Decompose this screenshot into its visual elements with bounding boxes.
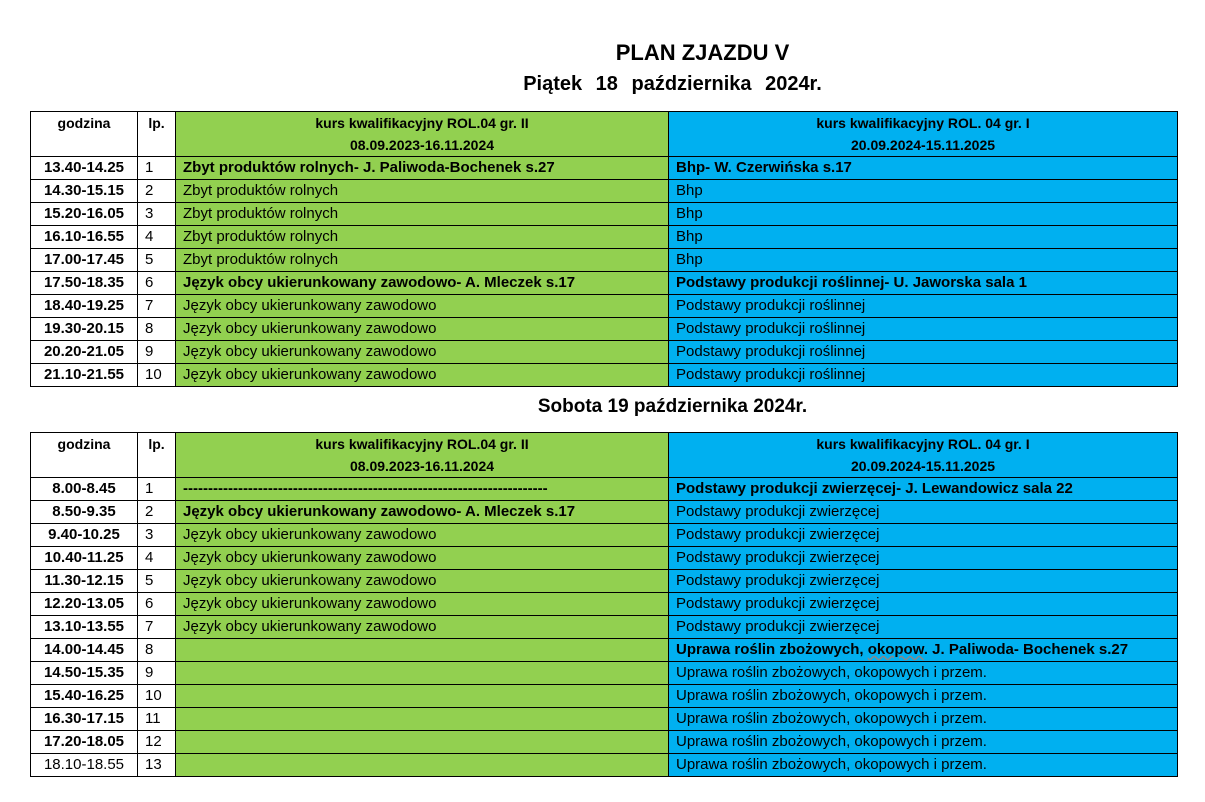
table-row bbox=[31, 226, 1178, 249]
row-group-b: Uprawa roślin zbożowych, okopowych i przem. bbox=[669, 708, 1178, 731]
table-row bbox=[31, 157, 1178, 180]
row-group-b: Bhp bbox=[669, 203, 1178, 226]
row-lp: 7 bbox=[138, 616, 176, 639]
row-time: 15.20-16.05 bbox=[31, 203, 138, 226]
header-time: godzina bbox=[31, 112, 138, 157]
row-group-b: Podstawy produkcji zwierzęcej- J. Lewandowicz sala 22 bbox=[669, 478, 1178, 501]
table-header-row bbox=[31, 112, 1178, 157]
row-lp: 13 bbox=[138, 754, 176, 777]
row-group-a: Język obcy ukierunkowany zawodowo bbox=[176, 524, 669, 547]
header-group-a bbox=[176, 433, 669, 478]
row-lp: 1 bbox=[138, 478, 176, 501]
row-time: 21.10-21.55 bbox=[31, 364, 138, 387]
row-time: 17.00-17.45 bbox=[31, 249, 138, 272]
row-group-b: Podstawy produkcji zwierzęcej bbox=[669, 524, 1178, 547]
row-group-a: Język obcy ukierunkowany zawodowo bbox=[176, 616, 669, 639]
row-lp: 9 bbox=[138, 341, 176, 364]
table-row bbox=[31, 754, 1178, 777]
table-row bbox=[31, 501, 1178, 524]
row-lp: 9 bbox=[138, 662, 176, 685]
row-lp: 1 bbox=[138, 157, 176, 180]
row-group-b: Podstawy produkcji roślinnej bbox=[669, 341, 1178, 364]
header-group-b-dates: 20.09.2024-15.11.2025 bbox=[850, 137, 996, 153]
row-time: 20.20-21.05 bbox=[31, 341, 138, 364]
table-row bbox=[31, 524, 1178, 547]
row-time: 18.10-18.55 bbox=[31, 754, 138, 777]
row-group-a bbox=[176, 731, 669, 754]
table-row bbox=[31, 708, 1178, 731]
row-lp: 7 bbox=[138, 295, 176, 318]
row-group-a bbox=[176, 662, 669, 685]
row-group-b: Podstawy produkcji zwierzęcej bbox=[669, 547, 1178, 570]
row-time: 8.00-8.45 bbox=[31, 478, 138, 501]
row-time: 11.30-12.15 bbox=[31, 570, 138, 593]
row-lp: 2 bbox=[138, 501, 176, 524]
table-row bbox=[31, 249, 1178, 272]
row-lp: 6 bbox=[138, 593, 176, 616]
row-group-b: Bhp bbox=[669, 226, 1178, 249]
row-time: 14.00-14.45 bbox=[31, 639, 138, 662]
table-row bbox=[31, 272, 1178, 295]
row-group-a: Język obcy ukierunkowany zawodowo- A. Mleczek s.17 bbox=[176, 501, 669, 524]
row-group-b-text: . J. Paliwoda- Bochenek s.27 bbox=[923, 641, 1129, 658]
header-group-a bbox=[176, 112, 669, 157]
row-group-b: Podstawy produkcji zwierzęcej bbox=[669, 616, 1178, 639]
table-row bbox=[31, 616, 1178, 639]
row-time: 15.40-16.25 bbox=[31, 685, 138, 708]
table-row bbox=[31, 731, 1178, 754]
day2-heading: Sobota 19 października 2024r. bbox=[537, 396, 808, 417]
table-row bbox=[31, 662, 1178, 685]
table-row bbox=[31, 203, 1178, 226]
header-group-a-dates: 08.09.2023-16.11.2024 bbox=[349, 458, 495, 474]
row-lp: 2 bbox=[138, 180, 176, 203]
page-title: PLAN ZJAZDU V bbox=[615, 40, 790, 65]
row-time: 16.30-17.15 bbox=[31, 708, 138, 731]
row-group-b: Uprawa roślin zbożowych, okopowych i przem. bbox=[669, 754, 1178, 777]
row-time: 17.20-18.05 bbox=[31, 731, 138, 754]
row-group-a bbox=[176, 708, 669, 731]
schedule-table-friday bbox=[30, 111, 1178, 387]
row-lp: 4 bbox=[138, 547, 176, 570]
row-lp: 3 bbox=[138, 203, 176, 226]
table-header-row bbox=[31, 433, 1178, 478]
row-group-b: Uprawa roślin zbożowych, okopowych i przem. bbox=[669, 685, 1178, 708]
row-group-a: Zbyt produktów rolnych bbox=[176, 203, 669, 226]
row-group-b: Podstawy produkcji roślinnej bbox=[669, 295, 1178, 318]
header-group-b-title: kurs kwalifikacyjny ROL. 04 gr. I bbox=[816, 115, 1030, 131]
header-group-b bbox=[669, 112, 1178, 157]
row-group-a: Język obcy ukierunkowany zawodowo bbox=[176, 547, 669, 570]
table-row bbox=[31, 341, 1178, 364]
row-time: 13.40-14.25 bbox=[31, 157, 138, 180]
row-group-a bbox=[176, 685, 669, 708]
row-group-b bbox=[669, 639, 1178, 662]
row-group-b: Podstawy produkcji roślinnej bbox=[669, 318, 1178, 341]
row-time: 12.20-13.05 bbox=[31, 593, 138, 616]
row-lp: 4 bbox=[138, 226, 176, 249]
row-time: 16.10-16.55 bbox=[31, 226, 138, 249]
header-group-a-dates: 08.09.2023-16.11.2024 bbox=[349, 137, 495, 153]
table-row bbox=[31, 295, 1178, 318]
header-group-b bbox=[669, 433, 1178, 478]
row-time: 14.30-15.15 bbox=[31, 180, 138, 203]
table-row bbox=[31, 685, 1178, 708]
row-time: 19.30-20.15 bbox=[31, 318, 138, 341]
row-lp: 10 bbox=[138, 364, 176, 387]
row-group-b: Podstawy produkcji zwierzęcej bbox=[669, 570, 1178, 593]
header-lp: lp. bbox=[138, 112, 176, 157]
row-group-a: Język obcy ukierunkowany zawodowo bbox=[176, 570, 669, 593]
row-lp: 8 bbox=[138, 318, 176, 341]
header-time: godzina bbox=[31, 433, 138, 478]
row-group-a: Zbyt produktów rolnych bbox=[176, 249, 669, 272]
row-time: 10.40-11.25 bbox=[31, 547, 138, 570]
row-group-b-text-misspelled: okopow bbox=[867, 641, 924, 658]
table-row bbox=[31, 570, 1178, 593]
row-lp: 8 bbox=[138, 639, 176, 662]
table-row bbox=[31, 639, 1178, 662]
row-lp: 11 bbox=[138, 708, 176, 731]
row-lp: 3 bbox=[138, 524, 176, 547]
header-group-a-title: kurs kwalifikacyjny ROL.04 gr. II bbox=[315, 115, 529, 131]
table-row bbox=[31, 318, 1178, 341]
row-group-b: Podstawy produkcji zwierzęcej bbox=[669, 501, 1178, 524]
row-group-b: Bhp bbox=[669, 249, 1178, 272]
row-lp: 12 bbox=[138, 731, 176, 754]
row-group-a bbox=[176, 639, 669, 662]
row-group-a: Język obcy ukierunkowany zawodowo bbox=[176, 364, 669, 387]
row-group-a: Język obcy ukierunkowany zawodowo- A. Mleczek s.17 bbox=[176, 272, 669, 295]
table-row bbox=[31, 547, 1178, 570]
table-row bbox=[31, 364, 1178, 387]
header-group-b-dates: 20.09.2024-15.11.2025 bbox=[850, 458, 996, 474]
row-time: 13.10-13.55 bbox=[31, 616, 138, 639]
row-group-a: Zbyt produktów rolnych- J. Paliwoda-Bochenek s.27 bbox=[176, 157, 669, 180]
row-lp: 6 bbox=[138, 272, 176, 295]
row-group-a: Zbyt produktów rolnych bbox=[176, 180, 669, 203]
row-time: 18.40-19.25 bbox=[31, 295, 138, 318]
row-group-b: Uprawa roślin zbożowych, okopowych i przem. bbox=[669, 731, 1178, 754]
day1-heading: Piątek 18 października 2024r. bbox=[523, 73, 822, 95]
row-group-a: Język obcy ukierunkowany zawodowo bbox=[176, 593, 669, 616]
row-group-a: Zbyt produktów rolnych bbox=[176, 226, 669, 249]
table-row bbox=[31, 593, 1178, 616]
row-time: 17.50-18.35 bbox=[31, 272, 138, 295]
row-group-b: Podstawy produkcji zwierzęcej bbox=[669, 593, 1178, 616]
row-group-b: Podstawy produkcji roślinnej- U. Jaworska sala 1 bbox=[669, 272, 1178, 295]
row-time: 9.40-10.25 bbox=[31, 524, 138, 547]
row-group-a: Język obcy ukierunkowany zawodowo bbox=[176, 318, 669, 341]
schedule-table-saturday bbox=[30, 432, 1178, 777]
row-time: 8.50-9.35 bbox=[31, 501, 138, 524]
row-group-b: Uprawa roślin zbożowych, okopowych i przem. bbox=[669, 662, 1178, 685]
row-lp: 5 bbox=[138, 249, 176, 272]
header-lp: lp. bbox=[138, 433, 176, 478]
row-lp: 5 bbox=[138, 570, 176, 593]
row-lp: 10 bbox=[138, 685, 176, 708]
row-time: 14.50-15.35 bbox=[31, 662, 138, 685]
row-group-a: ------------------------------------------------------------------------- bbox=[176, 478, 669, 501]
row-group-a bbox=[176, 754, 669, 777]
row-group-a: Język obcy ukierunkowany zawodowo bbox=[176, 295, 669, 318]
table-row bbox=[31, 180, 1178, 203]
row-group-b: Bhp bbox=[669, 180, 1178, 203]
header-group-b-title: kurs kwalifikacyjny ROL. 04 gr. I bbox=[816, 436, 1030, 452]
row-group-b-text: Uprawa roślin zbożowych, bbox=[676, 641, 868, 658]
header-group-a-title: kurs kwalifikacyjny ROL.04 gr. II bbox=[315, 436, 529, 452]
row-group-b: Podstawy produkcji roślinnej bbox=[669, 364, 1178, 387]
row-group-b: Bhp- W. Czerwińska s.17 bbox=[669, 157, 1178, 180]
table-row bbox=[31, 478, 1178, 501]
row-group-a: Język obcy ukierunkowany zawodowo bbox=[176, 341, 669, 364]
